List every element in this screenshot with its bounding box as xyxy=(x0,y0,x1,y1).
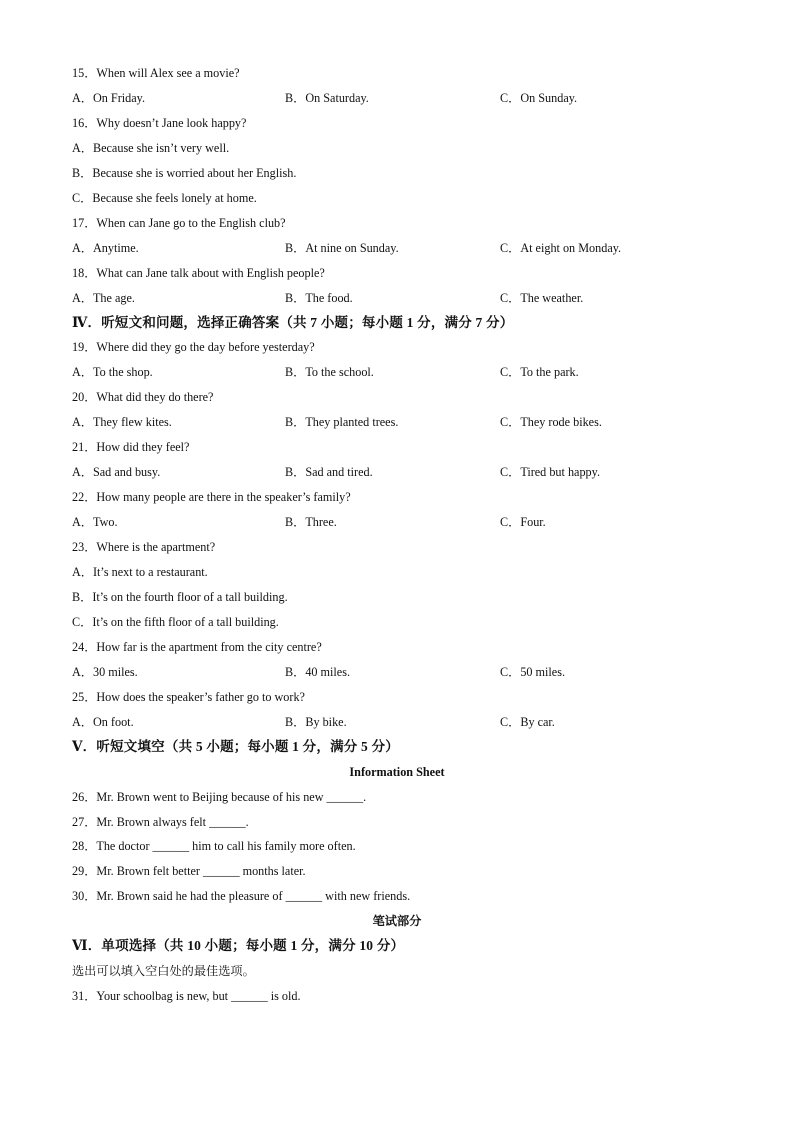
option-a: A．Sad and busy. xyxy=(72,465,161,480)
question-line: 选出可以填入空白处的最佳选项。 xyxy=(72,964,255,979)
options-row xyxy=(72,664,722,680)
question-line: 31．Your schoolbag is new, but ______ is old. xyxy=(72,989,301,1004)
question-line: 29．Mr. Brown felt better ______ months later. xyxy=(72,864,306,879)
options-row xyxy=(72,464,722,480)
section-heading: Ⅵ．单项选择（共 10 小题；每小题 1 分，满分 10 分） xyxy=(72,938,405,954)
question-line: A．It’s next to a restaurant. xyxy=(72,565,208,579)
option-c: C．50 miles. xyxy=(500,664,566,679)
section-heading: Ⅳ．听短文和问题，选择正确答案（共 7 小题；每小题 1 分，满分 7 分） xyxy=(72,314,514,330)
option-b: B．They planted trees. xyxy=(285,415,399,430)
section-heading: Ⅴ．听短文填空（共 5 小题；每小题 1 分，满分 5 分） xyxy=(72,738,399,754)
option-c: C．The weather. xyxy=(500,290,584,305)
option-b: B．40 miles. xyxy=(285,664,351,679)
option-b: B．Three. xyxy=(285,515,337,530)
question-line: C．It’s on the fifth floor of a tall building. xyxy=(72,614,279,629)
option-c: C．On Sunday. xyxy=(500,90,578,105)
option-a: A．On Friday. xyxy=(72,90,146,105)
option-b: B．On Saturday. xyxy=(285,90,369,105)
centered-title: Information Sheet xyxy=(349,764,445,779)
options-row xyxy=(72,714,722,730)
option-a: A．Anytime. xyxy=(72,240,139,255)
option-a: A．Two. xyxy=(72,515,118,530)
question-line: 23．Where is the apartment? xyxy=(72,540,216,555)
option-b: B．By bike. xyxy=(285,714,347,729)
question-line: 20．What did they do there? xyxy=(72,390,214,405)
question-line: 16．Why doesn’t Jane look happy? xyxy=(72,115,247,130)
option-c: C．They rode bikes. xyxy=(500,415,602,430)
question-line: 17．When can Jane go to the English club? xyxy=(72,215,286,230)
question-line: 26．Mr. Brown went to Beijing because of his new ______. xyxy=(72,789,367,804)
options-row xyxy=(72,240,722,256)
question-line: 24．How far is the apartment from the city centre? xyxy=(72,639,322,654)
option-c: C．To the park. xyxy=(500,365,579,380)
option-c: C．By car. xyxy=(500,714,555,729)
option-b: B．Sad and tired. xyxy=(285,465,373,480)
question-line: B．Because she is worried about her English. xyxy=(72,165,297,180)
question-line: 19．Where did they go the day before yesterday? xyxy=(72,340,315,355)
option-b: B．To the school. xyxy=(285,365,374,380)
options-row xyxy=(72,290,722,306)
question-line: 21．How did they feel? xyxy=(72,440,190,455)
option-a: A．30 miles. xyxy=(72,664,138,679)
question-line: 25．How does the speaker’s father go to work? xyxy=(72,689,305,704)
question-line: B．It’s on the fourth floor of a tall building. xyxy=(72,589,288,604)
question-line: 27．Mr. Brown always felt ______. xyxy=(72,814,249,829)
question-line: 28．The doctor ______ him to call his family more often. xyxy=(72,839,356,854)
option-c: C．Tired but happy. xyxy=(500,465,600,480)
question-line: 18．What can Jane talk about with English people? xyxy=(72,265,325,280)
option-a: A．On foot. xyxy=(72,714,134,729)
options-row xyxy=(72,90,722,106)
question-line: 15．When will Alex see a movie? xyxy=(72,66,240,80)
question-line: A．Because she isn’t very well. xyxy=(72,140,230,155)
option-c: C．At eight on Monday. xyxy=(500,240,622,255)
options-row xyxy=(72,364,722,380)
option-b: B．At nine on Sunday. xyxy=(285,240,399,255)
option-b: B．The food. xyxy=(285,290,353,305)
question-line: 22．How many people are there in the speaker’s family? xyxy=(72,490,351,505)
option-a: A．The age. xyxy=(72,290,135,305)
option-c: C．Four. xyxy=(500,515,546,530)
option-a: A．To the shop. xyxy=(72,365,153,380)
option-a: A．They flew kites. xyxy=(72,415,172,430)
options-row xyxy=(72,514,722,530)
question-line: 30．Mr. Brown said he had the pleasure of ______ with new friends. xyxy=(72,889,411,904)
centered-title: 笔试部分 xyxy=(372,914,422,929)
options-row xyxy=(72,414,722,430)
question-line: C．Because she feels lonely at home. xyxy=(72,190,257,205)
